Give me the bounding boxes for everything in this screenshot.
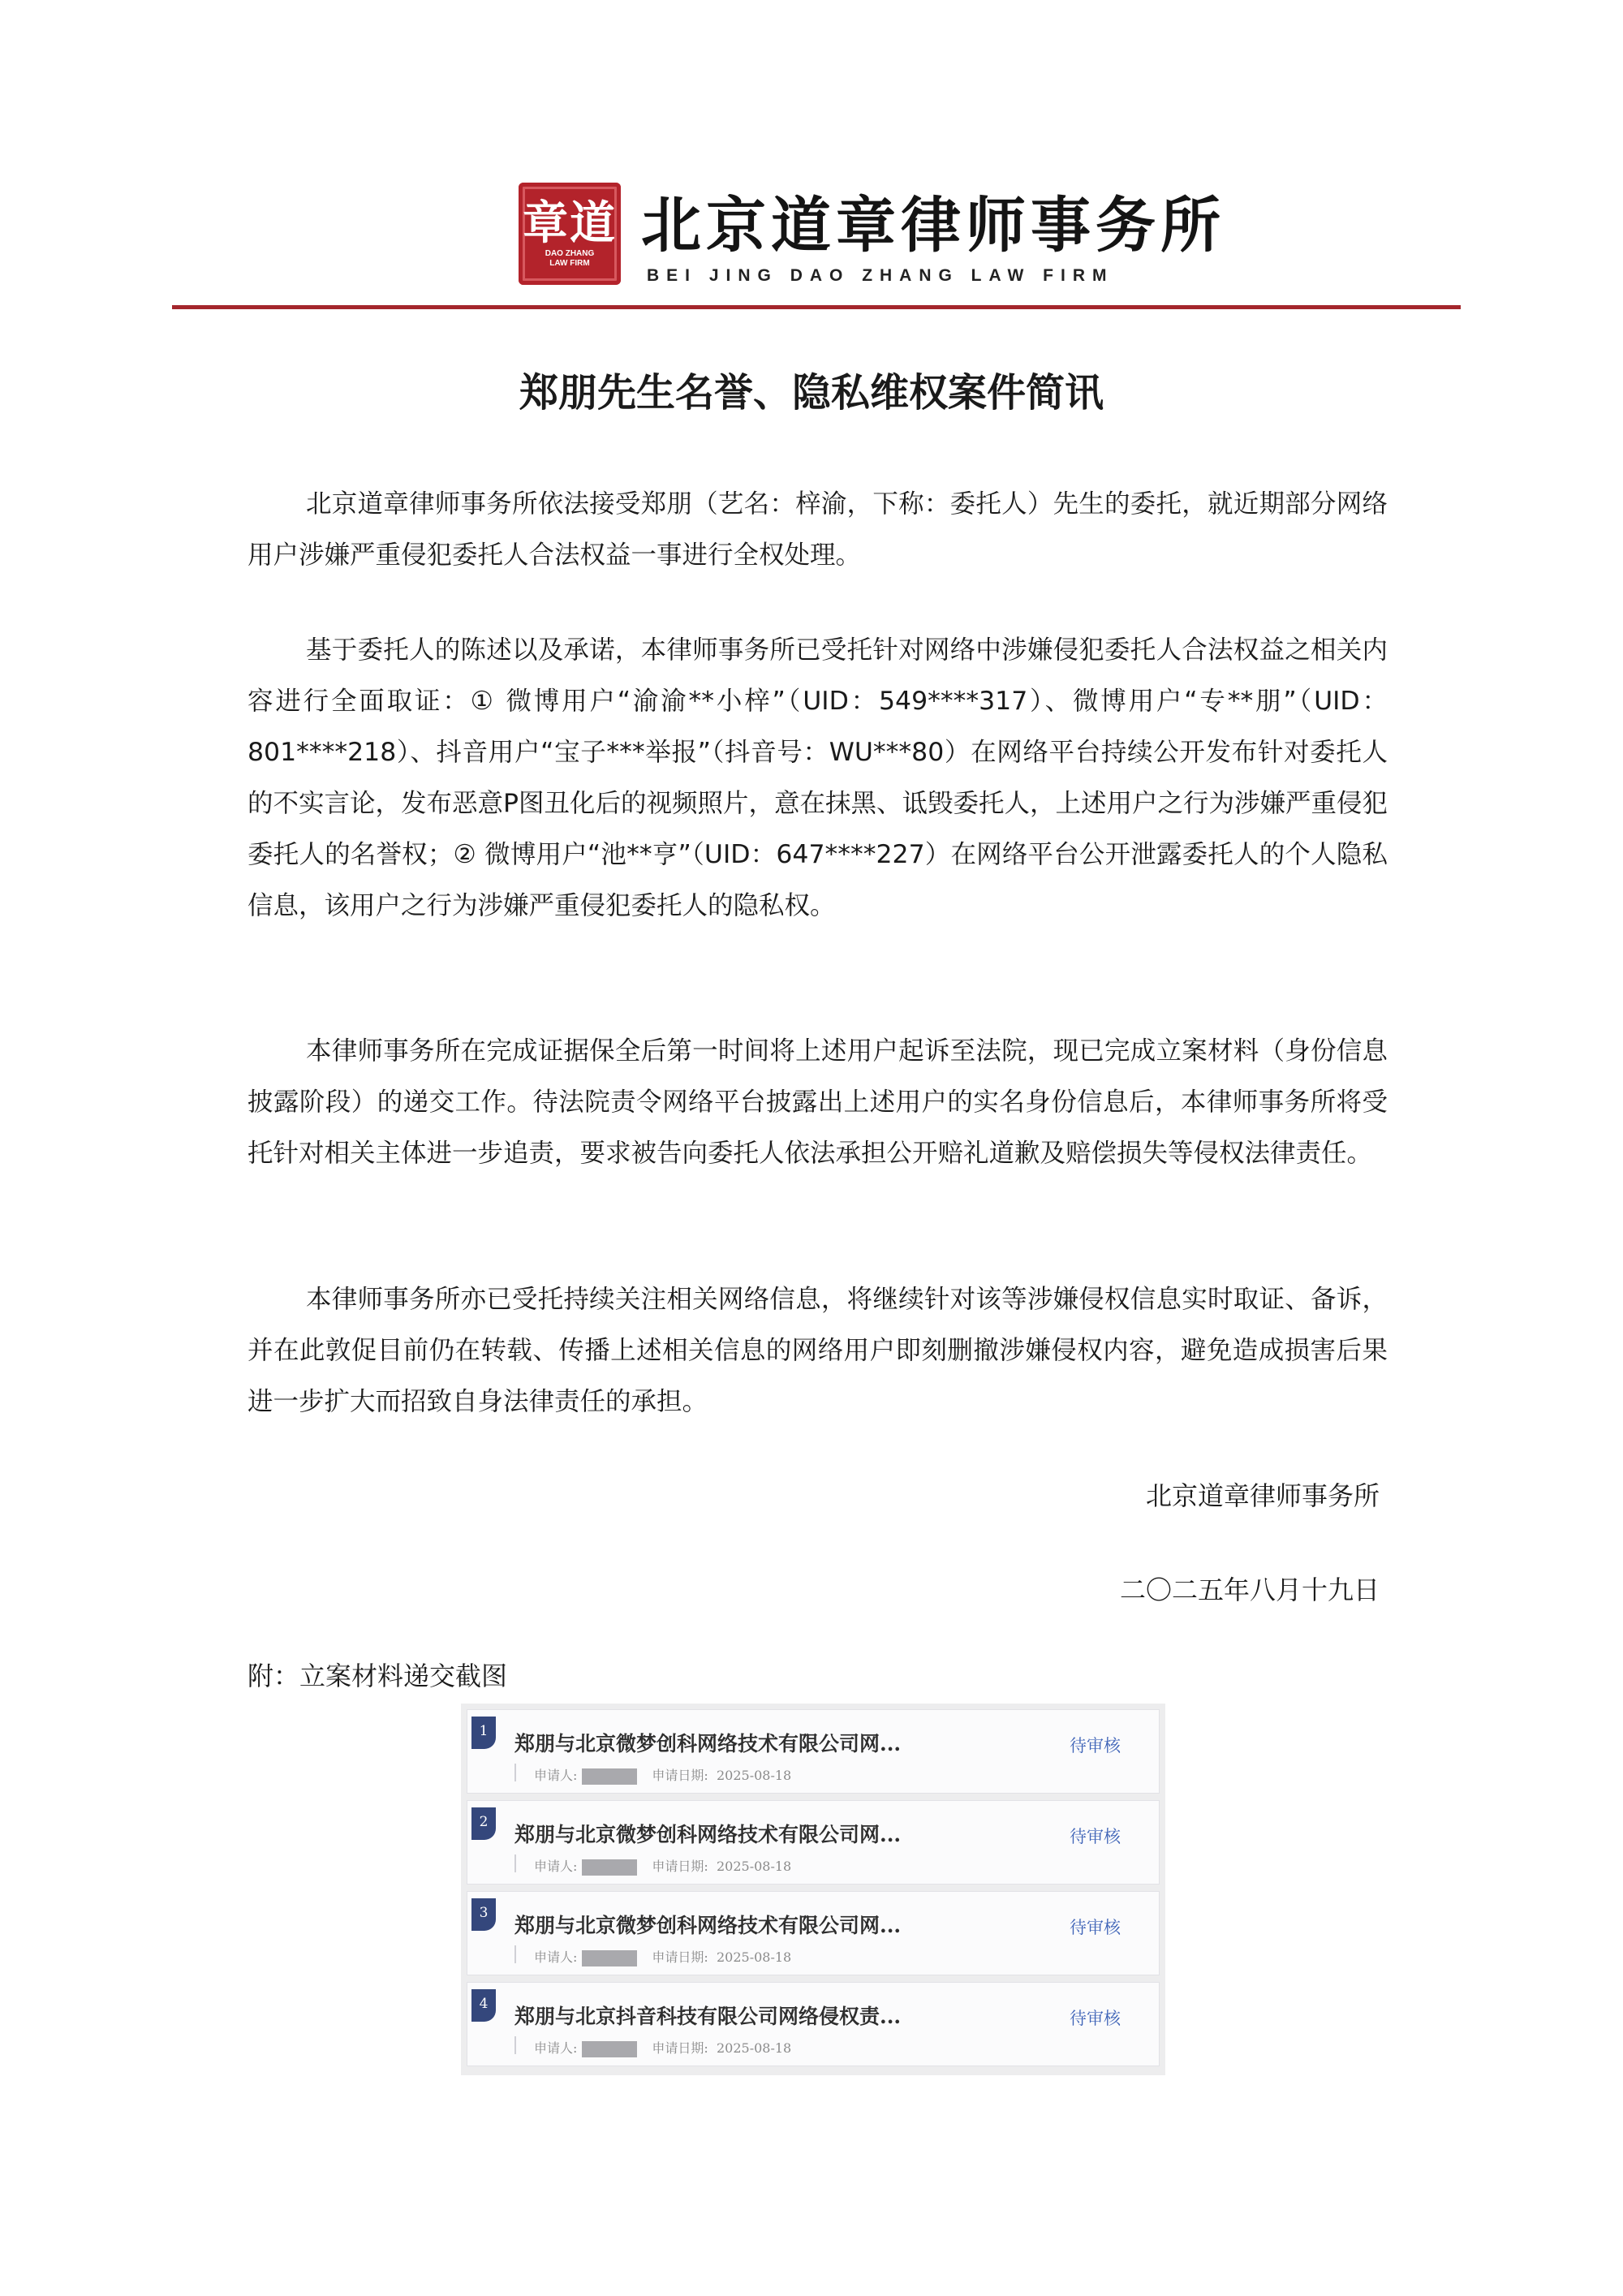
filing-row	[467, 1982, 1160, 2066]
filing-status: 待审核	[1070, 1827, 1121, 1846]
paragraph-2: 基于委托人的陈述以及承诺，本律师事务所已受托针对网络中涉嫌侵犯委托人合法权益之相关内容进行全面取证：① 微博用户“渝渝**小梓”（UID：549****317）、微博用户“专**朋”（UID：801****218）、抖音用户“宝子***举报”（抖音号：WU***80）在网络平台持续公开发布针对委托人的不实言论，发布恶意P图丑化后的视频照片，意在抹黑、诋毁委托人，上述用户之行为涉嫌严重侵犯委托人的名誉权；② 微博用户“池**亨”（UID：647****227）在网络平台公开泄露委托人的个人隐私信息，该用户之行为涉嫌严重侵犯委托人的隐私权。	[248, 635, 1388, 920]
paragraph-4: 本律师事务所亦已受托持续关注相关网络信息，将继续针对该等涉嫌侵权信息实时取证、备诉，并在此敦促目前仍在转载、传播上述相关信息的网络用户即刻删撤涉嫌侵权内容，避免造成损害后果进一步扩大而招致自身法律责任的承担。	[248, 1285, 1388, 1416]
filing-date: 2025-08-18	[716, 1859, 792, 1874]
firm-name-chinese: 北京道章律师事务所	[641, 191, 1225, 261]
signature-firm: 北京道章律师事务所	[1145, 1480, 1380, 1511]
filing-title: 郑朋与北京抖音科技有限公司网络侵权责...	[514, 2005, 902, 2028]
attachment-label: 附：立案材料递交截图	[248, 1661, 508, 1691]
paragraph-3: 本律师事务所在完成证据保全后第一时间将上述用户起诉至法院，现已完成立案材料（身份信息披露阶段）的递交工作。待法院责令网络平台披露出上述用户的实名身份信息后，本律师事务所将受托针对相关主体进一步追责，要求被告向委托人依法承担公开赔礼道歉及赔偿损失等侵权法律责任。	[248, 1036, 1388, 1168]
header-divider	[172, 305, 1461, 309]
filing-meta: 申请人: 申请日期: 2025-08-18	[534, 1859, 792, 1874]
filing-screenshot	[461, 1704, 1165, 2075]
filing-meta: 申请人: 申请日期: 2025-08-18	[534, 1949, 792, 1965]
filing-row	[467, 1800, 1160, 1885]
meta-divider	[514, 1945, 516, 1963]
filing-number-badge: 3	[471, 1898, 496, 1931]
firm-name-english: BEI JING DAO ZHANG LAW FIRM	[647, 266, 1114, 285]
firm-seal-logo	[519, 183, 621, 285]
filing-number-badge: 4	[471, 1989, 496, 2022]
filing-date: 2025-08-18	[716, 2040, 792, 2056]
redacted-applicant	[582, 1859, 637, 1876]
seal-subtitle: DAO ZHANG LAW FIRM	[545, 249, 595, 268]
meta-divider	[514, 2036, 516, 2054]
document-title: 郑朋先生名誉、隐私维权案件简讯	[519, 370, 1104, 416]
filing-number-badge: 1	[471, 1717, 496, 1749]
filing-meta: 申请人: 申请日期: 2025-08-18	[534, 1768, 792, 1783]
filing-date: 2025-08-18	[716, 1949, 792, 1965]
filing-status: 待审核	[1070, 2009, 1121, 2028]
signature-date: 二〇二五年八月十九日	[1119, 1574, 1380, 1605]
meta-divider	[514, 1764, 516, 1781]
filing-status: 待审核	[1070, 1736, 1121, 1755]
filing-date: 2025-08-18	[716, 1768, 792, 1783]
redacted-applicant	[582, 1768, 637, 1785]
paragraph-1: 北京道章律师事务所依法接受郑朋（艺名：梓渝，下称：委托人）先生的委托，就近期部分网络用户涉嫌严重侵犯委托人合法权益一事进行全权处理。	[248, 489, 1388, 570]
filing-meta: 申请人: 申请日期: 2025-08-18	[534, 2040, 792, 2056]
letterhead	[0, 183, 1623, 296]
redacted-applicant	[582, 1950, 637, 1966]
filing-row	[467, 1891, 1160, 1975]
filing-title: 郑朋与北京微梦创科网络技术有限公司网...	[514, 1732, 902, 1755]
filing-title: 郑朋与北京微梦创科网络技术有限公司网...	[514, 1823, 902, 1846]
seal-characters: 章道	[523, 196, 617, 250]
filing-title: 郑朋与北京微梦创科网络技术有限公司网...	[514, 1914, 902, 1937]
redacted-applicant	[582, 2041, 637, 2057]
filing-number-badge: 2	[471, 1807, 496, 1840]
meta-divider	[514, 1854, 516, 1872]
filing-row	[467, 1709, 1160, 1794]
filing-status: 待审核	[1070, 1918, 1121, 1937]
